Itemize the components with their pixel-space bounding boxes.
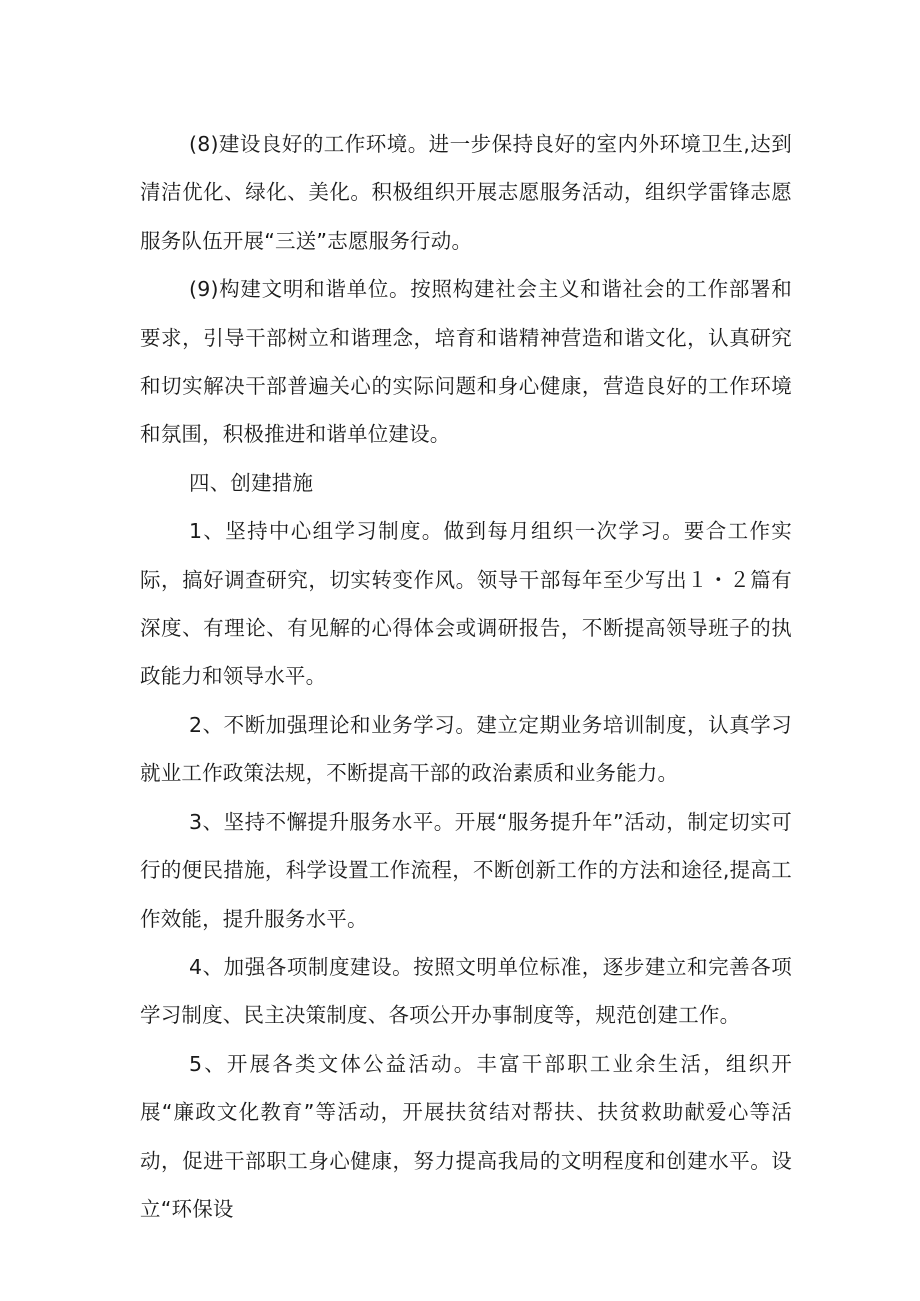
paragraph-measure-5: 5、开展各类文体公益活动。丰富干部职工业余生活，组织开展“廉政文化教育”等活动，开展扶贫结对帮扶、扶贫救助献爱心等活动，促进干部职工身心健康，努力提高我局的文明程度和创建水平。设立“环保设 [140,1051,792,1221]
paragraph-measure-2: 2、不断加强理论和业务学习。建立定期业务培训制度，认真学习就业工作政策法规，不断提高干部的政治素质和业务能力。 [140,712,792,786]
paragraph-item-8: (8)建设良好的工作环境。进一步保持良好的室内外环境卫生,达到清洁优化、绿化、美化。积极组织开展志愿服务活动，组织学雷锋志愿服务队伍开展“三送”志愿服务行动。 [140,132,792,253]
paragraph-measure-3: 3、坚持不懈提升服务水平。开展“服务提升年”活动，制定切实可行的便民措施，科学设置工作流程，不断创新工作的方法和途径,提高工作效能，提升服务水平。 [140,809,792,931]
document-body [140,120,792,1233]
paragraph-measure-4: 4、加强各项制度建设。按照文明单位标准，逐步建立和完善各项学习制度、民主决策制度、各项公开办事制度等，规范创建工作。 [140,954,792,1028]
paragraph-item-9: (9)构建文明和谐单位。按照构建社会主义和谐社会的工作部署和要求，引导干部树立和谐理念，培育和谐精神营造和谐文化，认真研究和切实解决干部普遍关心的实际问题和身心健康，营造良好的工作环境和氛围，积极推进和谐单位建设。 [140,277,792,447]
section-heading-measures: 四、创建措施 [189,470,314,495]
paragraph-measure-1: 1、坚持中心组学习制度。做到每月组织一次学习。要合工作实际，搞好调查研究，切实转变作风。领导干部每年至少写出１・２篇有深度、有理论、有见解的心得体会或调研报告，不断提高领导班子的执政能力和领导水平。 [140,519,792,689]
